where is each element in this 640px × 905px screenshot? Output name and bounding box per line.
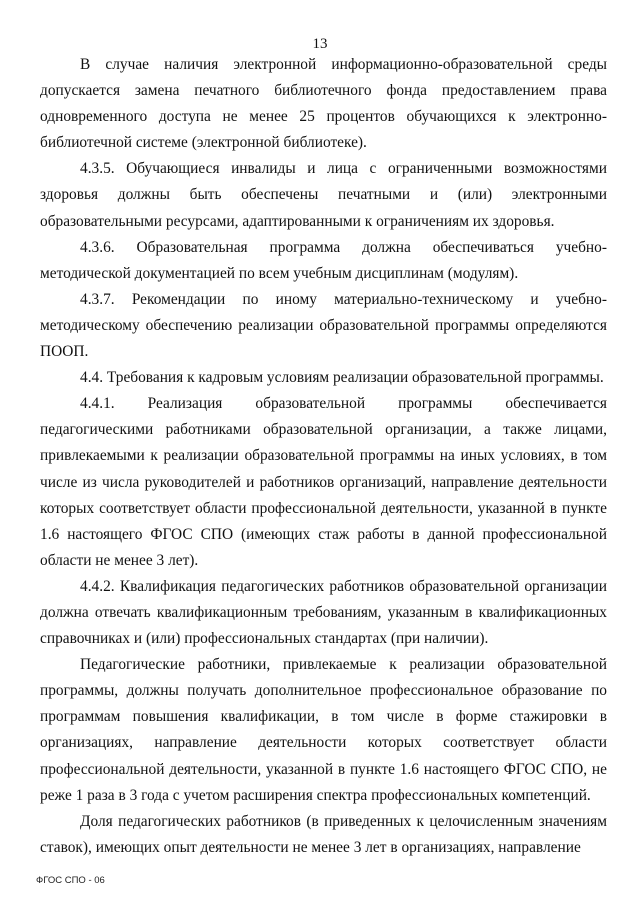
- paragraph-4-4-heading: 4.4. Требования к кадровым условиям реализации образовательной программы.: [80, 369, 604, 387]
- paragraph-4-3-7: 4.3.7. Рекомендации по иному материально-техническому и учебно-методическому обеспечению реализации образовательной программы определяются ПООП.: [40, 290, 607, 361]
- paragraph-4-3-5: 4.3.5. Обучающиеся инвалиды и лица с ограниченными возможностями здоровья должны быть обеспечены печатными и (или) электронными образовательными ресурсами, адаптированными к ограничениям их здоровья.: [40, 160, 607, 230]
- document-body: [40, 52, 607, 861]
- paragraph-4-4-1: 4.4.1. Реализация образовательной программы обеспечивается педагогическими работниками образовательной организации, а также лицами, привлекаемыми к реализации образовательной программы на иных условиях, в том числе из числа руководителей и работников организаций, направление деятельности которых соответствует области профессиональной деятельности, указанной в пункте 1.6 настоящего ФГОС СПО (имеющих стаж работы в данной профессиональной области не менее 3 лет).: [40, 395, 607, 569]
- footer-code: ФГОС СПО - 06: [36, 875, 105, 886]
- paragraph-4-3-6: 4.3.6. Образовательная программа должна обеспечиваться учебно-методической документацией по всем учебным дисциплинам (модулям).: [40, 238, 607, 282]
- paragraph-teacher-share: Доля педагогических работников (в приведенных к целочисленным значениям ставок), имеющих опыт деятельности не менее 3 лет в организациях, направление: [40, 812, 607, 856]
- page-number: 13: [312, 36, 328, 52]
- paragraph-teacher-training: Педагогические работники, привлекаемые к реализации образовательной программы, должны получать дополнительное профессиональное образование по программам повышения квалификации, в том числе в форме стажировки в организациях, направление деятельности которых соответствует области профессиональной деятельности, указанной в пункте 1.6 настоящего ФГОС СПО, не реже 1 раза в 3 года с учетом расширения спектра профессиональных компетенций.: [40, 656, 607, 804]
- paragraph-library-access: В случае наличия электронной информационно-образовательной среды допускается замена печатного библиотечного фонда предоставлением права одновременного доступа не менее 25 процентов обучающихся к электронно-библиотечной системе (электронной библиотеке).: [40, 56, 607, 152]
- paragraph-4-4-2: 4.4.2. Квалификация педагогических работников образовательной организации должна отвечать квалификационным требованиям, указанным в квалификационных справочниках и (или) профессиональных стандартах (при наличии).: [40, 577, 607, 648]
